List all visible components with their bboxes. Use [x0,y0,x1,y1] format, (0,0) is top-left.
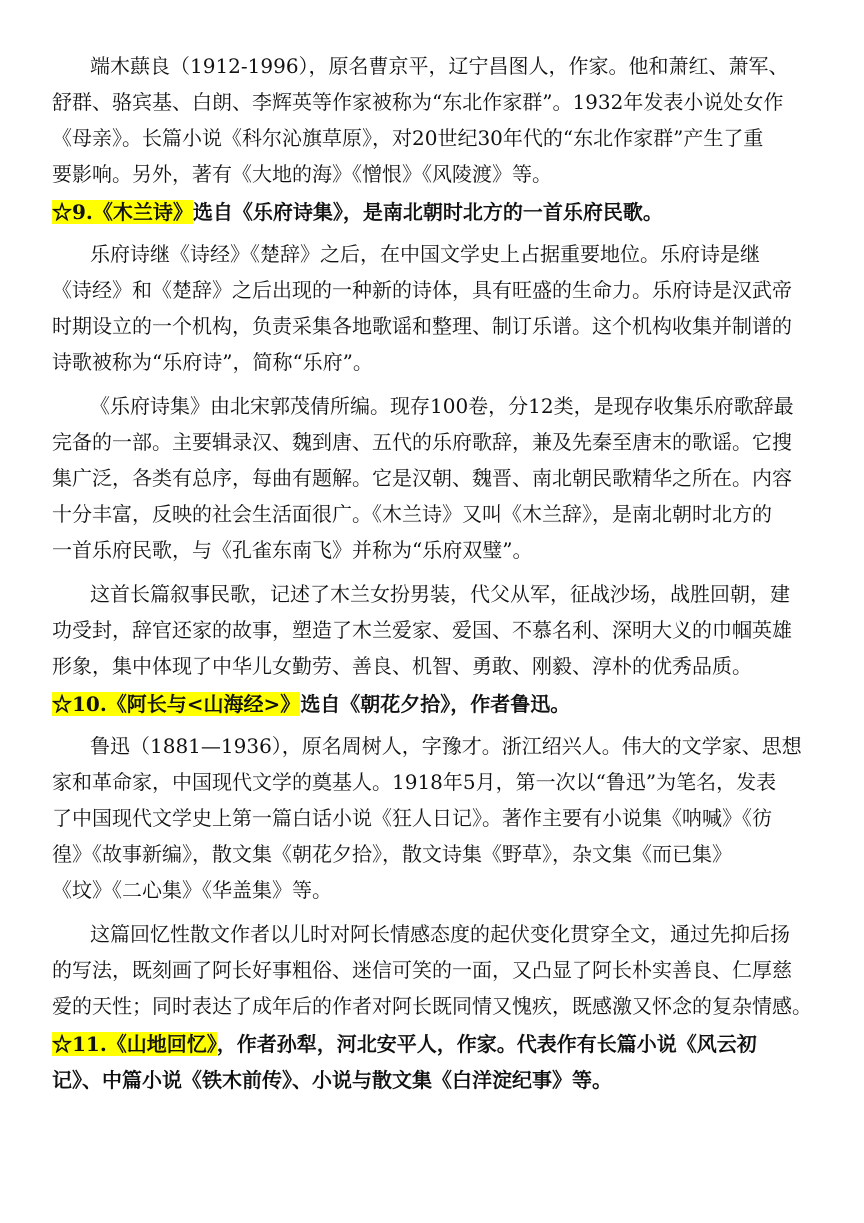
text-line: 鲁迅（1881—1936），原名周树人，字豫才。浙江绍兴人。伟大的文学家、思想 [90,734,802,758]
section-heading-10 [0,690,864,718]
section-heading-11 [0,1030,864,1058]
text-line: 时期设立的一个机构，负责采集各地歌谣和整理、制订乐谱。这个机构收集并制谱的 [52,314,792,338]
text-line: 家和革命家，中国现代文学的奠基人。1918年5月，第一次以“鲁迅”为笔名，发表 [52,770,777,794]
heading-text: ，作者孙犁，河北安平人，作家。代表作有长篇小说《风云初 [216,1032,757,1056]
text-line: 要影响。另外，著有《大地的海》《憎恨》《风陵渡》等。 [52,162,552,186]
text-line: 集广泛，各类有总序，每曲有题解。它是汉朝、魏晋、南北朝民歌精华之所在。内容 [52,466,792,490]
heading-text: 选自《朝花夕拾》，作者鲁迅。 [300,692,571,716]
text-line: 这首长篇叙事民歌，记述了木兰女扮男装，代父从军，征战沙场，战胜回朝，建 [90,582,790,606]
text-line: 功受封，辞官还家的故事，塑造了木兰爱家、爱国、不慕名利、深明大义的巾帼英雄 [52,618,792,642]
text-line: 《乐府诗集》由北宋郭茂倩所编。现存100卷，分12类，是现存收集乐府歌辞最 [90,394,794,418]
text-line: 诗歌被称为“乐府诗”，简称“乐府”。 [52,350,373,374]
text-line: 十分丰富，反映的社会生活面很广。《木兰诗》又叫《木兰辞》，是南北朝时北方的 [52,502,772,526]
text-line: 形象，集中体现了中华儿女勤劳、善良、机智、勇敢、刚毅、淳朴的优秀品质。 [52,654,752,678]
text-line: 这篇回忆性散文作者以儿时对阿长情感态度的起伏变化贯穿全文，通过先抑后扬 [90,922,790,946]
text-line: 端木蕻良（1912-1996），原名曹京平，辽宁昌图人，作家。他和萧红、萧军、 [90,54,789,78]
text-line: 完备的一部。主要辑录汉、魏到唐、五代的乐府歌辞，兼及先秦至唐末的歌谣。它搜 [52,430,792,454]
heading-text: 选自《乐府诗集》，是南北朝时北方的一首乐府民歌。 [192,200,663,224]
text-line: 爱的天性；同时表达了成年后的作者对阿长既同情又愧疚，既感激又怀念的复杂情感。 [52,994,812,1018]
text-line: 舒群、骆宾基、白朗、李辉英等作家被称为“东北作家群”。1932年发表小说处女作 [52,90,784,114]
heading-highlight: ☆10.《阿长与<山海经>》 [52,692,301,716]
text-line: 《母亲》。长篇小说《科尔沁旗草原》，对20世纪30年代的“东北作家群”产生了重 [52,126,764,150]
heading-highlight: ☆9.《木兰诗》 [52,200,193,224]
text-line: 徨》《故事新编》，散文集《朝花夕拾》，散文诗集《野草》，杂文集《而已集》 [52,842,732,866]
text-line: 一首乐府民歌，与《孔雀东南飞》并称为“乐府双璧”。 [52,538,533,562]
text-line: 《诗经》和《楚辞》之后出现的一种新的诗体，具有旺盛的生命力。乐府诗是汉武帝 [52,278,792,302]
text-line: 《坟》《二心集》《华盖集》等。 [52,878,332,902]
section-heading-9 [0,198,864,226]
heading-highlight: ☆11.《山地回忆》 [52,1032,217,1056]
text-line: 了中国现代文学史上第一篇白话小说《狂人日记》。著作主要有小说集《呐喊》《彷 [52,806,772,830]
text-line: 的写法，既刻画了阿长好事粗俗、迷信可笑的一面，又凸显了阿长朴实善良、仁厚慈 [52,958,792,982]
text-line: 乐府诗继《诗经》《楚辞》之后，在中国文学史上占据重要地位。乐府诗是继 [90,242,760,266]
section-heading-11-continuation: 记》、中篇小说《铁木前传》、小说与散文集《白洋淀纪事》等。 [52,1068,612,1092]
